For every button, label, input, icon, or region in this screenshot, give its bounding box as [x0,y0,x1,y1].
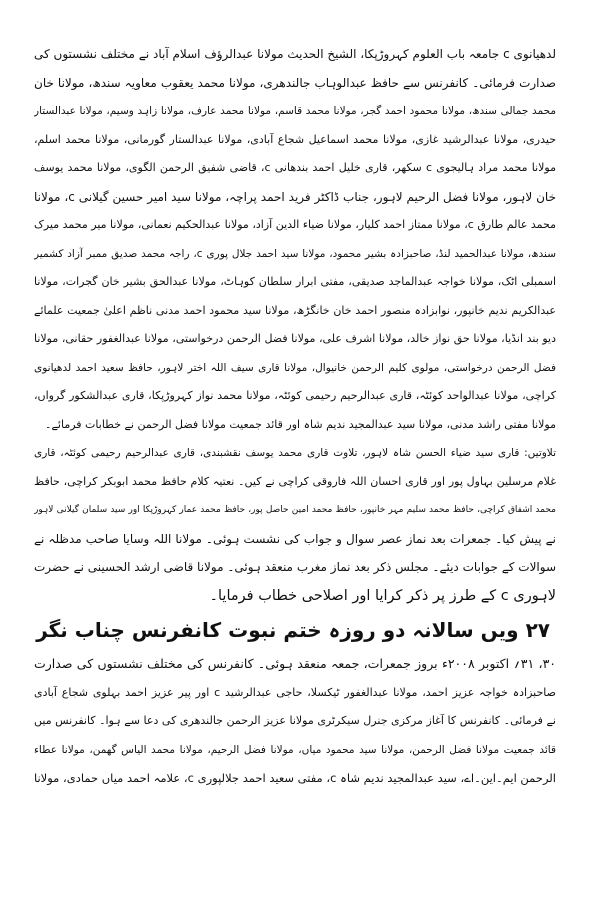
text-line: کراچی، مولانا عبدالواحد کوئٹہ، قاری عبدالرحیم رحیمی کوئٹہ، مولانا محمد نواز کہروڑپکا، قاری عبدالشکور گرواں، [34,389,556,402]
text-line: لدھیانوی c جامعہ باب العلوم کہروڑپکا، الشیخ الحدیث مولانا عبدالرؤف اسلام آباد نے مختلف نشستوں کی [34,47,556,61]
text-line: صاحبزادہ خواجہ عزیز احمد، مولانا عبدالغفور ٹیکسلا، حاجی عبدالرشید c اور پیر عزیز احمد بہلوی شجاع آبادی [34,685,556,699]
section-heading: ۲۷ ویں سالانہ دو روزہ ختم نبوت کانفرنس چناب نگر [36,618,550,642]
text-line: صدارت فرمائی۔ کانفرنس سے حافظ عبدالوہاب جالندھری، مولانا محمد یعقوب معاویہ سندھ، مولانا خان [34,75,556,90]
section-one [34,40,556,610]
text-line: اسمبلی اٹک، مولانا خواجہ عبدالماجد صدیقی، مفتی ابرار سلطان کوہاٹ، مولانا عبدالحق بشیر خان گجرات، مولانا [34,275,556,288]
text-line: عبدالکریم ندیم خانپور، نوابزادہ منصور احمد خان خانگڑھ، مولانا سید محمود احمد مدنی ناظم اعلیٰ جمعیت علمائے [34,303,556,317]
text-line: لاہوری c کے طرز پر ذکر کرایا اور اصلاحی خطاب فرمایا۔ [209,587,556,604]
text-line: ۳۰، ۳۱؍ اکتوبر ۲۰۰۸ء بروز جمعرات، جمعہ منعقد ہوئی۔ کانفرنس کی مختلف نشستوں کی صدارت [34,656,556,671]
text-line: مولانا مفتی راشد مدنی، مولانا سید عبدالمجید ندیم شاہ اور قائد جمعیت مولانا فضل الرحمن نے خطابات فرمائے۔ [45,417,556,431]
text-line: نے فرمائی۔ کانفرنس کا آغاز مرکزی جنرل سیکرٹری مولانا عزیز الرحمن جالندھری کی دعا سے ہوا۔ کانفرنس میں [34,714,556,727]
text-line: فضل الرحمن درخواستی، مولوی کلیم الرحمن خانیوال، مولانا قاری سیف اللہ اختر لاہور، حافظ سعید احمد لدھیانوی [34,361,556,374]
text-line: سوالات کے جوابات دیئے۔ مجلس ذکر بعد نماز مغرب منعقد ہوئی۔ مولانا قاضی ارشد الحسینی نے حضرت [34,560,556,574]
text-line: خان لاہور، مولانا فضل الرحیم لاہور، جناب ڈاکٹر فرید احمد پراچہ، مولانا سید امیر حسین گیلانی c، مولانا [34,189,556,204]
text-line: مولانا محمد مراد ہالیجوی c سکھر، قاری خلیل احمد بندھانی c، قاضی شفیق الرحمن الگوی، مولانا محمد یوسف [34,161,556,174]
text-line: نے پیش کیا۔ جمعرات بعد نماز عصر سوال و جواب کی نشست ہوئی۔ مولانا اللہ وسایا صاحب مدظلہ نے [34,531,556,546]
text-line: محمد عالم طارق c، مولانا ممتاز احمد کلیار، مولانا ضیاء الدین آزاد، مولانا عبدالحکیم نعمانی، مولانا میر محمد میرک [34,218,556,231]
text-line: محمد اشفاق کراچی، حافظ محمد سلیم مہر خانپور، حافظ محمد امین حاصل پور، حافظ محمد عمار کہروڑپکا اور سید سلمان گیلانی لاہور [34,505,556,515]
text-line: تلاوتیں: قاری سید ضیاء الحسن شاہ لاہور، تلاوت قاری محمد یوسف نقشبندی، قاری عبدالرحیم رحیمی کوئٹہ، قاری [34,447,556,459]
text-line: دیو بند انڈیا، مولانا حق نواز خالد، مولانا اشرف علی، مولانا فضل الرحمن درخواستی، مولانا عبدالغفور حقانی، مولانا [34,332,556,345]
text-line: حیدری، مولانا عبدالرشید غازی، مولانا محمد اسماعیل شجاع آبادی، مولانا عبدالستار گورمانی، مولانا محمد اسلم، [34,132,556,146]
text-line: الرحمن ایم۔این۔اے، سید عبدالمجید ندیم شاہ c، مفتی سعید احمد جلالپوری c، علامہ احمد میاں حمادی، مولانا [34,771,556,785]
text-line: قائد جمعیت مولانا فضل الرحمن، مولانا سید محمود میاں، مولانا فضل الرحیم، مولانا محمد الیاس گھمن، مولانا عطاء [34,743,556,756]
text-line: سندھ، مولانا عبدالحمید لنڈ، صاحبزادہ بشیر محمود، مولانا سید احمد جلال پوری c، راجہ محمد صدیق ممبر آزاد کشمیر [34,247,556,260]
text-line: غلام مرسلین بہاول پور اور قاری احسان اللہ فاروقی کراچی نے کیں۔ نعتیہ کلام حافظ محمد ابوبکر کراچی، حافظ [34,474,556,488]
text-line: محمد جمالی سندھ، مولانا محمود احمد گجر، مولانا محمد قاسم، مولانا محمد عارف، مولانا زاہد وسیم، مولانا عبدالستار [34,105,556,117]
section-two [34,650,556,793]
